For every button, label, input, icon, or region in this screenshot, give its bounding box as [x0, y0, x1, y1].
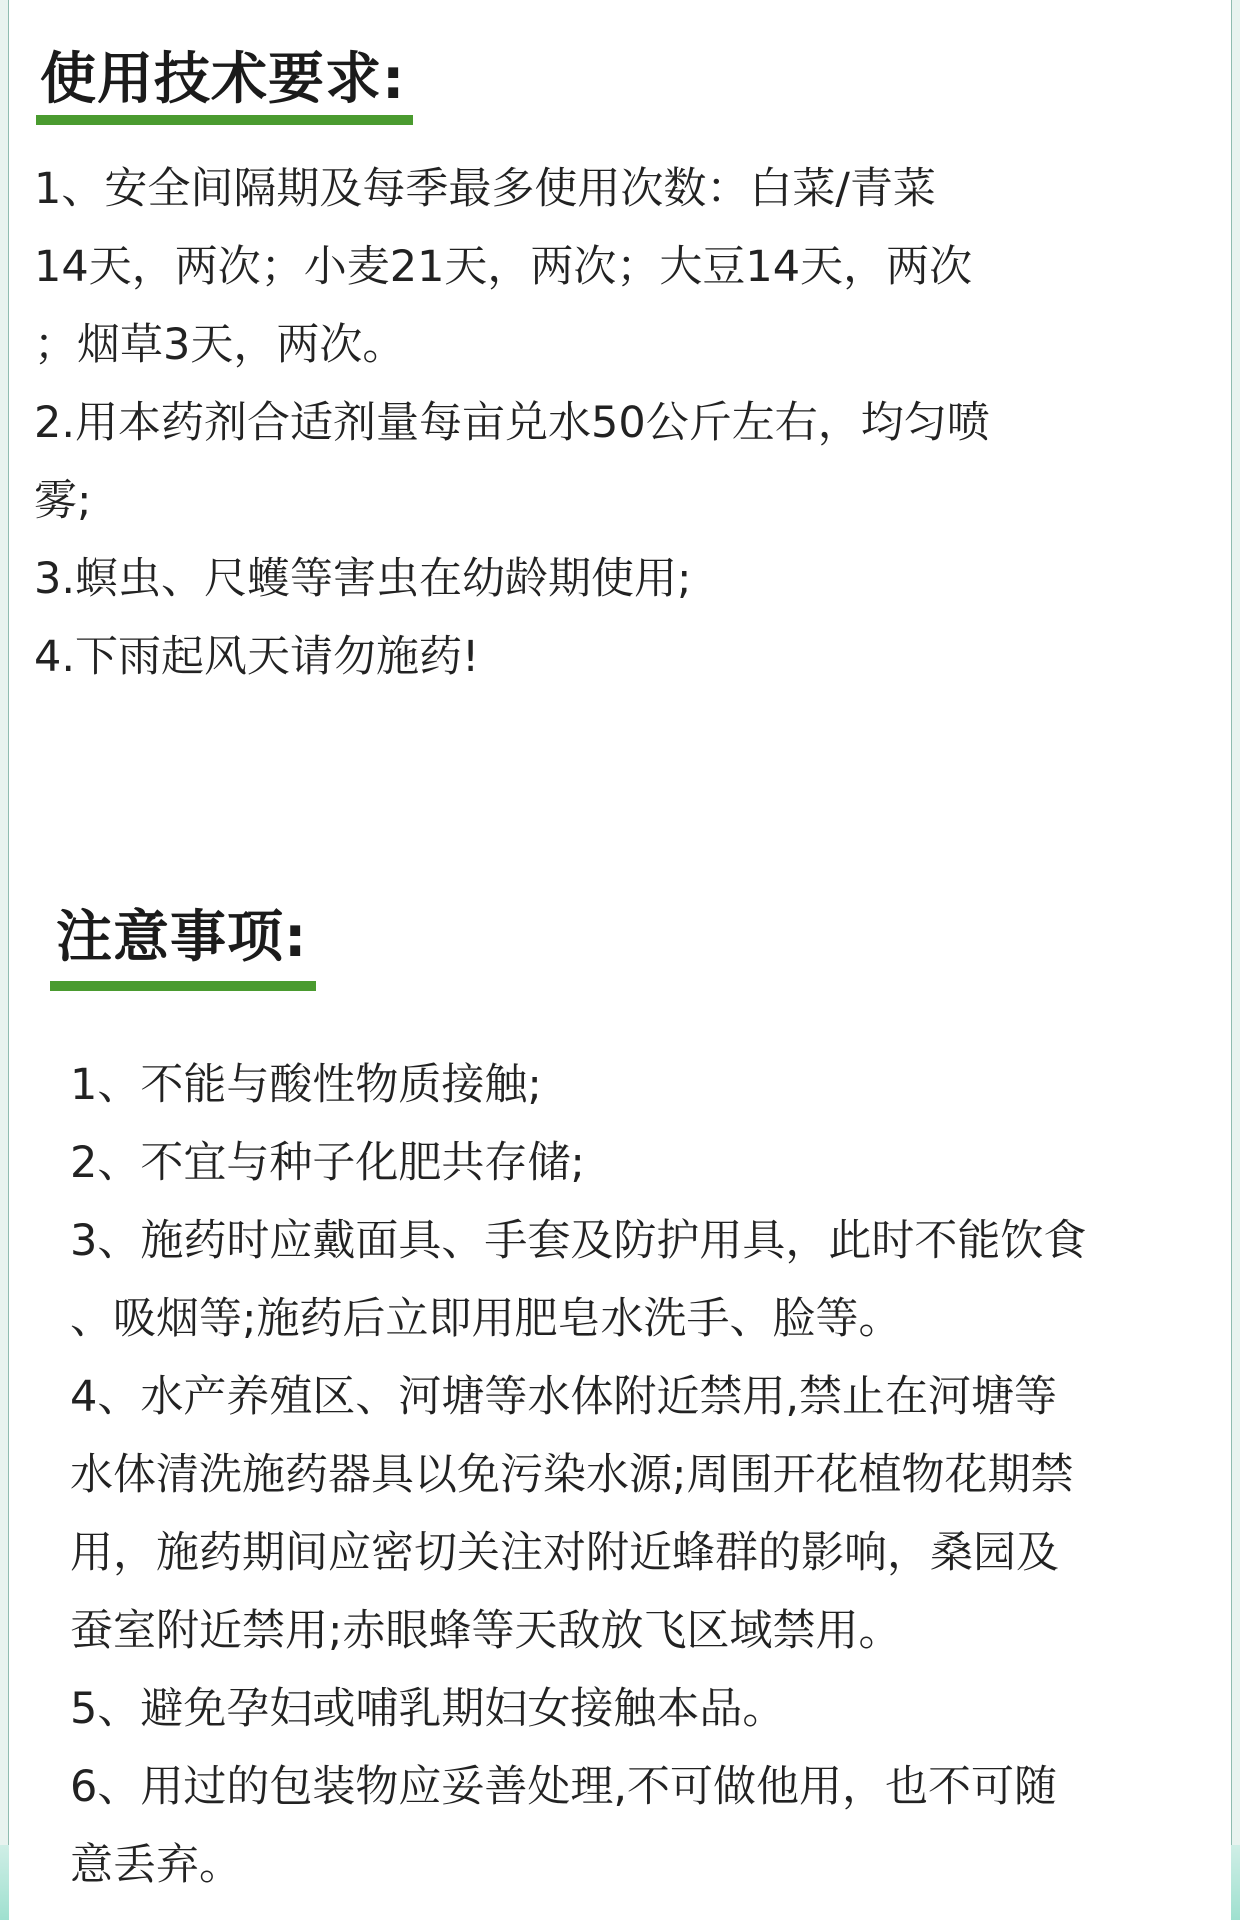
caution-line: 5、避免孕妇或哺乳期妇女接触本品。: [70, 1684, 786, 1734]
caution-line: 6、用过的包装物应妥善处理,不可做他用，也不可随: [70, 1762, 1058, 1812]
precautions-title: 注意事项:: [56, 905, 308, 970]
usage-requirements-list: [34, 150, 1134, 696]
caution-line: 用，施药期间应密切关注对附近蜂群的影响，桑园及: [70, 1528, 1059, 1578]
right-bottom-accent: [1231, 1845, 1240, 1920]
left-bottom-accent: [0, 1845, 9, 1920]
caution-line: 、吸烟等;施药后立即用肥皂水洗手、脸等。: [70, 1294, 902, 1344]
caution-line: 3、施药时应戴面具、手套及防护用具，此时不能饮食: [70, 1216, 1087, 1266]
caution-line: 1、不能与酸性物质接触;: [70, 1060, 542, 1110]
usage-line: 1、安全间隔期及每季最多使用次数：白菜/青菜: [34, 164, 936, 214]
usage-title-underline: [36, 115, 413, 125]
caution-line: 4、水产养殖区、河塘等水体附近禁用,禁止在河塘等: [70, 1372, 1058, 1422]
caution-line: 水体清洗施药器具以免污染水源;周围开花植物花期禁: [70, 1450, 1074, 1500]
precautions-list: [70, 1046, 1170, 1904]
usage-line: 雾;: [34, 476, 92, 526]
usage-line: 3.螟虫、尺蠖等害虫在幼龄期使用;: [34, 554, 692, 604]
caution-line: 意丢弃。: [70, 1840, 242, 1890]
usage-line: 4.下雨起风天请勿施药!: [34, 632, 480, 682]
caution-line: 2、不宜与种子化肥共存储;: [70, 1138, 585, 1188]
right-frame-border: [1231, 0, 1240, 1920]
usage-line: ；烟草3天，两次。: [34, 320, 406, 370]
caution-line: 蚕室附近禁用;赤眼蜂等天敌放飞区域禁用。: [70, 1606, 902, 1656]
usage-line: 14天，两次；小麦21天，两次；大豆14天，两次: [34, 242, 973, 292]
usage-requirements-title: 使用技术要求:: [40, 47, 406, 112]
precautions-title-underline: [50, 981, 316, 991]
left-frame-border: [0, 0, 9, 1920]
usage-line: 2.用本药剂合适剂量每亩兑水50公斤左右，均匀喷: [34, 398, 990, 448]
